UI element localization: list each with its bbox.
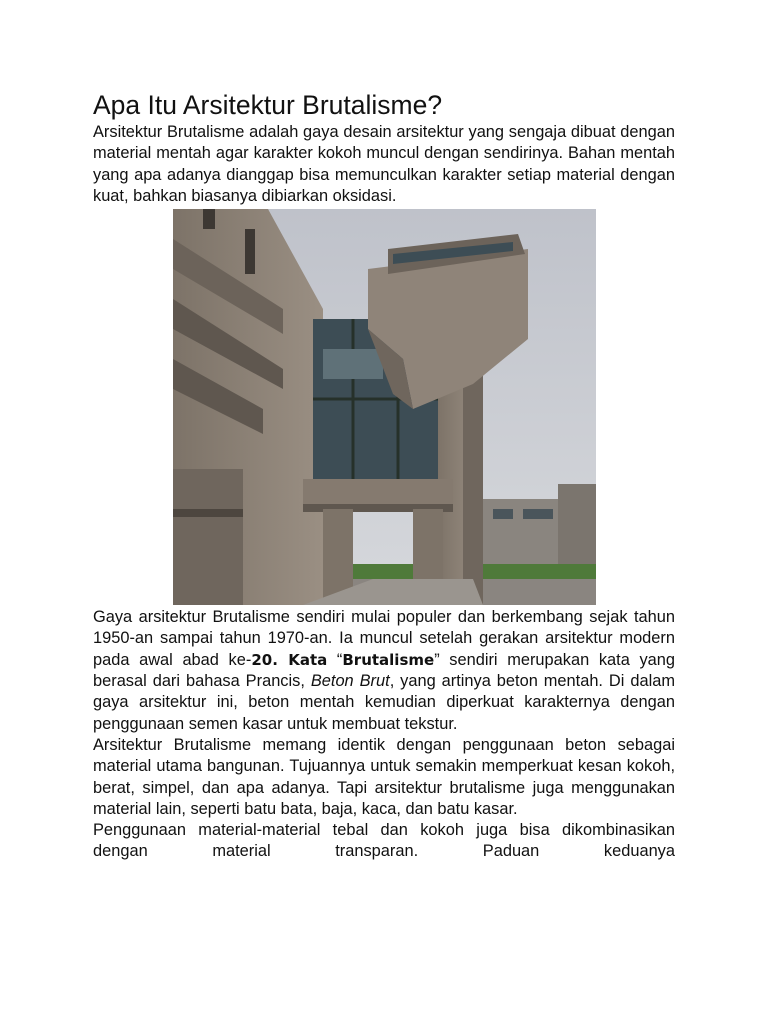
paragraph-history-italic-term: Beton Brut	[310, 672, 390, 691]
paragraph-history-part2: “	[327, 650, 343, 669]
paragraph-combination: Penggunaan material-material tebal dan kokoh juga bisa dikombinasikan dengan material transparan. Paduan keduanya	[93, 821, 675, 861]
paragraph-history-part4: , yang artinya beton mentah. Di dalam gaya arsitektur ini, beton mentah kemudian diperkuat karakternya dengan penggunaan semen kasar untuk membuat tekstur.	[93, 672, 675, 733]
paragraph-materials: Arsitektur Brutalisme memang identik dengan penggunaan beton sebagai material utama bangunan. Tujuannya untuk semakin memperkuat kesan kokoh, berat, simpel, dan apa adanya. Tapi arsitektur brutalisme juga menggunakan material lain, seperti batu bata, baja, kaca, dan batu kasar.	[93, 735, 675, 818]
brutalist-concrete-building-icon	[173, 209, 596, 605]
paragraph-intro: Arsitektur Brutalisme adalah gaya desain arsitektur yang sengaja dibuat dengan material mentah agar karakter kokoh muncul dengan sendirinya. Bahan mentah yang apa adanya dianggap bisa memunculkan karakter setiap material dengan kuat, bahkan biasanya dibiarkan oksidasi.	[93, 123, 675, 205]
paragraph-history	[93, 607, 675, 735]
paragraph-history-part1: Gaya arsitektur Brutalisme sendiri mulai populer dan berkembang sejak tahun 1950-an sampai tahun 1970-an. Ia muncul setelah gerakan arsitektur modern pada awal abad ke-	[93, 608, 675, 669]
paragraph-history-bold-term: Brutalisme	[342, 650, 435, 669]
document-page	[93, 88, 675, 863]
brutalist-building-photo	[173, 209, 596, 605]
paragraph-history-bold-century: 20. Kata	[251, 650, 328, 669]
paragraph-history-part3: ” sendiri merupakan kata yang berasal dari bahasa Prancis,	[93, 650, 676, 691]
page-title: Apa Itu Arsitektur Brutalisme?	[93, 90, 443, 120]
